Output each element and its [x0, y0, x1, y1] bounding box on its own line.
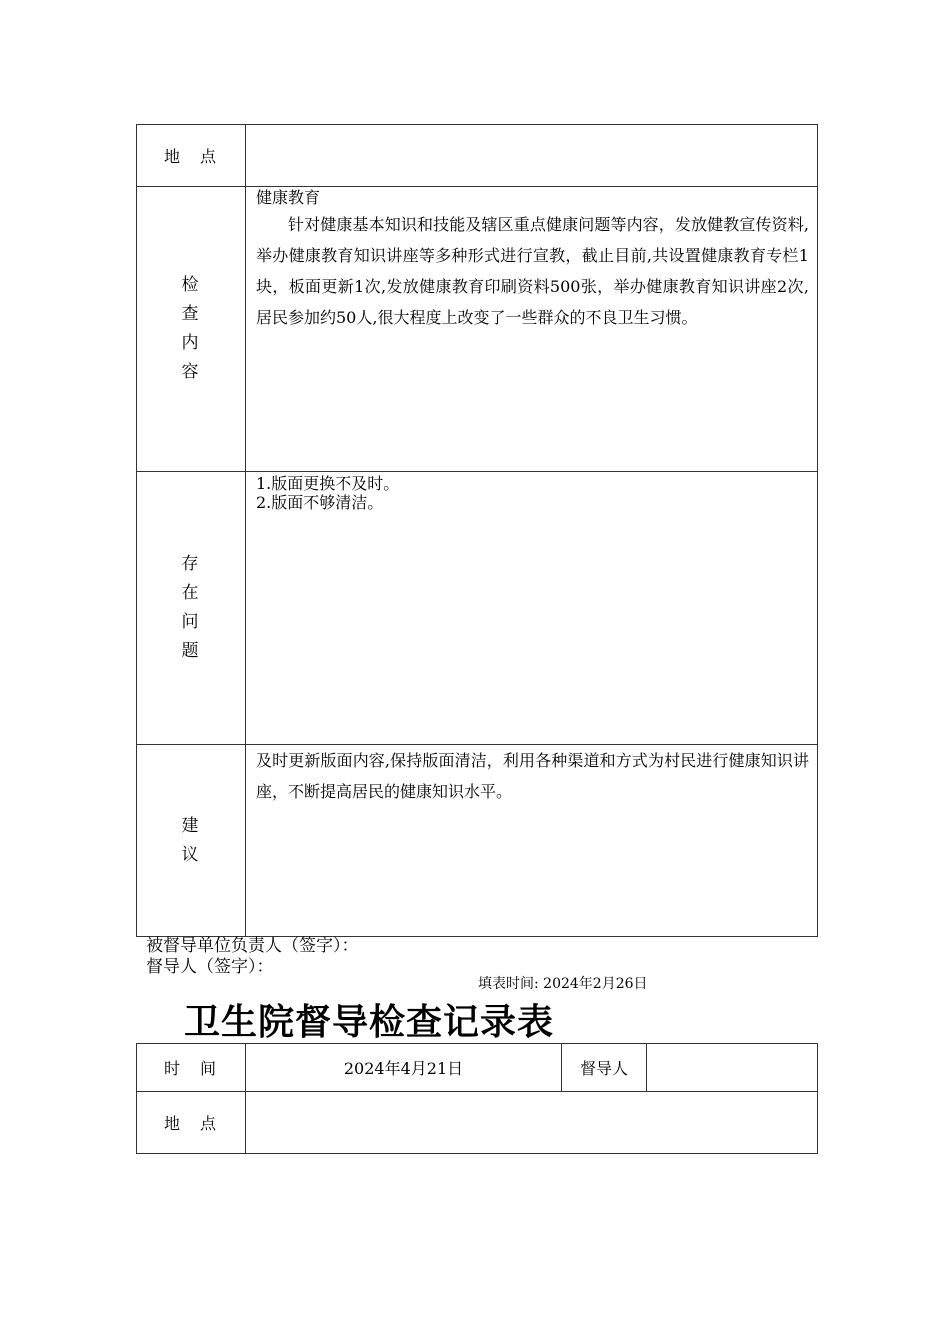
- time-row: [137, 1044, 818, 1092]
- suggestion-cell: [246, 745, 818, 937]
- fill-time: 填表时间: 2024年2月26日: [478, 976, 648, 992]
- inspection-heading: 健康教育: [256, 188, 321, 207]
- location-label: 地 点: [137, 125, 246, 187]
- problems-cell: [246, 472, 818, 745]
- supervisor-signature: 督导人（签字）：: [146, 957, 274, 977]
- problems-label: 存在问题: [181, 554, 201, 661]
- problems-list: [256, 472, 809, 512]
- form-title: 卫生院督导检查记录表: [184, 1002, 555, 1043]
- suggestion-label: 建议: [181, 815, 201, 865]
- second-location-row: [137, 1092, 818, 1154]
- inspection-text: 针对健康基本知识和技能及辖区重点健康问题等内容，发放健教宣传资料,举办健康教育知识讲座等多种形式进行宣教，截止目前,共设置健康教育专栏1块，板面更新1次,发放健康教育印刷资料500张，举办健康教育知识讲座2次,居民参加约50人,很大程度上改变了一些群众的不良卫生习惯。: [256, 215, 809, 327]
- supervisor-value: [647, 1044, 818, 1092]
- problem-item: 2.版面不够清洁。: [256, 493, 384, 512]
- second-location-value: [246, 1092, 818, 1154]
- suggestion-text: 及时更新版面内容,保持版面清洁，利用各种渠道和方式为村民进行健康知识讲座，不断提高居民的健康知识水平。: [256, 751, 809, 801]
- inspection-content-label: 检查内容: [181, 275, 201, 382]
- time-value: 2024年4月21日: [246, 1044, 562, 1092]
- inspection-content-row: [137, 187, 818, 472]
- supervisor-label: 督导人: [562, 1044, 647, 1092]
- time-label: 时 间: [137, 1044, 246, 1092]
- second-location-label: 地 点: [137, 1092, 246, 1154]
- inspection-record-table: [136, 124, 818, 937]
- location-row: [137, 125, 818, 187]
- location-value: [246, 125, 818, 187]
- problem-item: 1.版面更换不及时。: [256, 474, 400, 493]
- suggestion-row: [137, 745, 818, 937]
- supervision-form-table: [136, 1043, 818, 1154]
- inspection-content-cell: [246, 187, 818, 472]
- supervised-unit-signature: 被督导单位负责人（签字）：: [146, 936, 359, 956]
- problems-row: [137, 472, 818, 745]
